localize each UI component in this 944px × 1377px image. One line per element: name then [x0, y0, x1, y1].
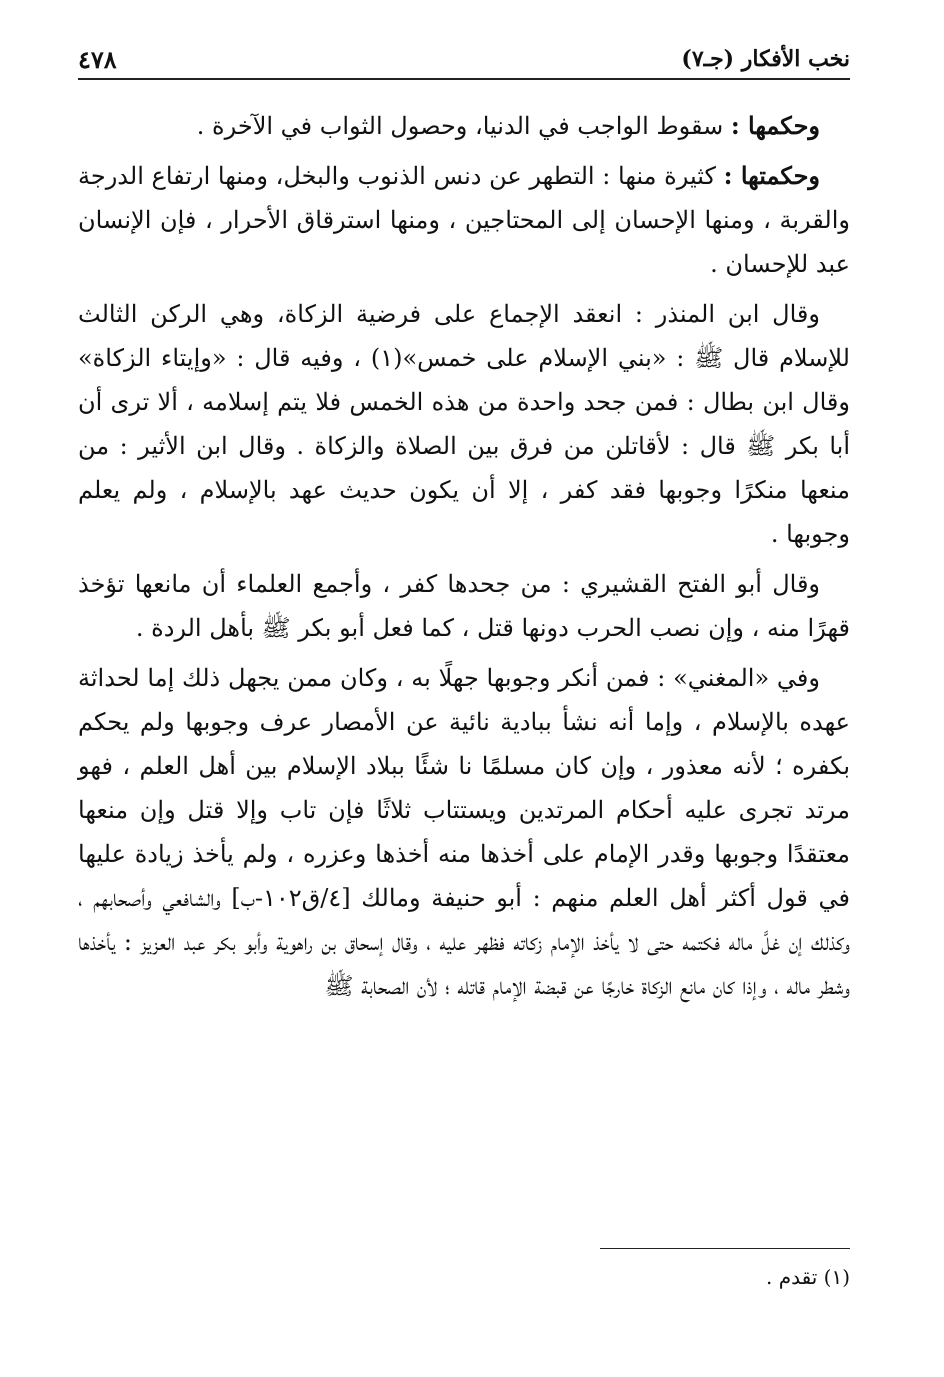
body-text: [78, 104, 850, 1008]
footnote: (١) تقدم .: [765, 1265, 850, 1289]
paragraph-ruling: [78, 104, 850, 148]
paragraph-qushayri: [78, 562, 850, 650]
paragraph-text: وفي «المغني» : فمن أنكر وجوبها جهلًا به ، وكان ممن يجهل ذلك إما لحداثة عهده بالإسلام ، وإما أنه نشأ ببادية نائية عن الأمصار عرف وجوبها ولم يحكم بكفره ؛ لأنه معذور ، وإن كان مسلمًا نا شئًا ببلاد الإسلام بين أهل العلم ، فهو مرتد تجرى عليه أحكام المرتدين ويستتاب ثلاثًا فإن تاب وإلا قتل وإن منعها معتقدًا وجوبها وقدر الإمام على أخذها منه أخذها وعزره ، ولم يأخذ زيادة عليها في قول أكثر أهل العلم منهم : أبو حنيفة ومالك [٤/ق١٠٢-ب] والشافعي وأصحابهم ، وكذلك إن غلَّ ماله فكتمه حتى لا يأخذ الإمام زكاته فظهر عليه ، وقال إسحاق بن راهوية وأبو بكر عبد العزيز : يأخذها وشطر ماله ، وإذا كان مانع الزكاة خارجًا عن قبضة الإمام قاتله ؛ لأن الصحابة ﷺ: [78, 664, 850, 1000]
running-header: [78, 40, 850, 80]
document-page: [78, 40, 850, 1289]
paragraph-text: سقوط الواجب في الدنيا، وحصول الثواب في الآخرة .: [196, 112, 731, 140]
paragraph-lead: وحكمتها :: [723, 161, 821, 190]
paragraph-lead: وحكمها :: [730, 111, 820, 140]
paragraph-wisdom: [78, 154, 850, 286]
paragraph-text: وقال أبو الفتح القشيري : من جحدها كفر ، وأجمع العلماء أن مانعها تؤخذ قهرًا منه ، وإن نصب الحرب دونها قتل ، كما فعل أبو بكر ﷺ بأهل الردة .: [78, 570, 850, 642]
paragraph-mughni: [78, 656, 850, 1008]
paragraph-text: كثيرة منها : التطهر عن دنس الذنوب والبخل، ومنها ارتفاع الدرجة والقربة ، ومنها الإحسان إلى المحتاجين ، ومنها استرقاق الأحرار ، فإن الإنسان عبد للإحسان .: [78, 162, 850, 278]
page-number: ٤٧٨: [78, 44, 117, 74]
book-title: نخب الأفكار (جـ٧): [681, 46, 850, 72]
paragraph-text: وقال ابن المنذر : انعقد الإجماع على فرضية الزكاة، وهي الركن الثالث للإسلام قال ﷺ : «بني الإسلام على خمس»(١) ، وفيه قال : «وإيتاء الزكاة» وقال ابن بطال : فمن جحد واحدة من هذه الخمس فلا يتم إسلامه ، ألا ترى أن أبا بكر ﷺ قال : لأقاتلن من فرق بين الصلاة والزكاة . وقال ابن الأثير : من منعها منكرًا وجوبها فقد كفر ، إلا أن يكون حديث عهد بالإسلام ، ولم يعلم وجوبها .: [78, 300, 850, 548]
footnote-divider: [600, 1248, 850, 1249]
paragraph-ibn-almundhir: [78, 292, 850, 556]
